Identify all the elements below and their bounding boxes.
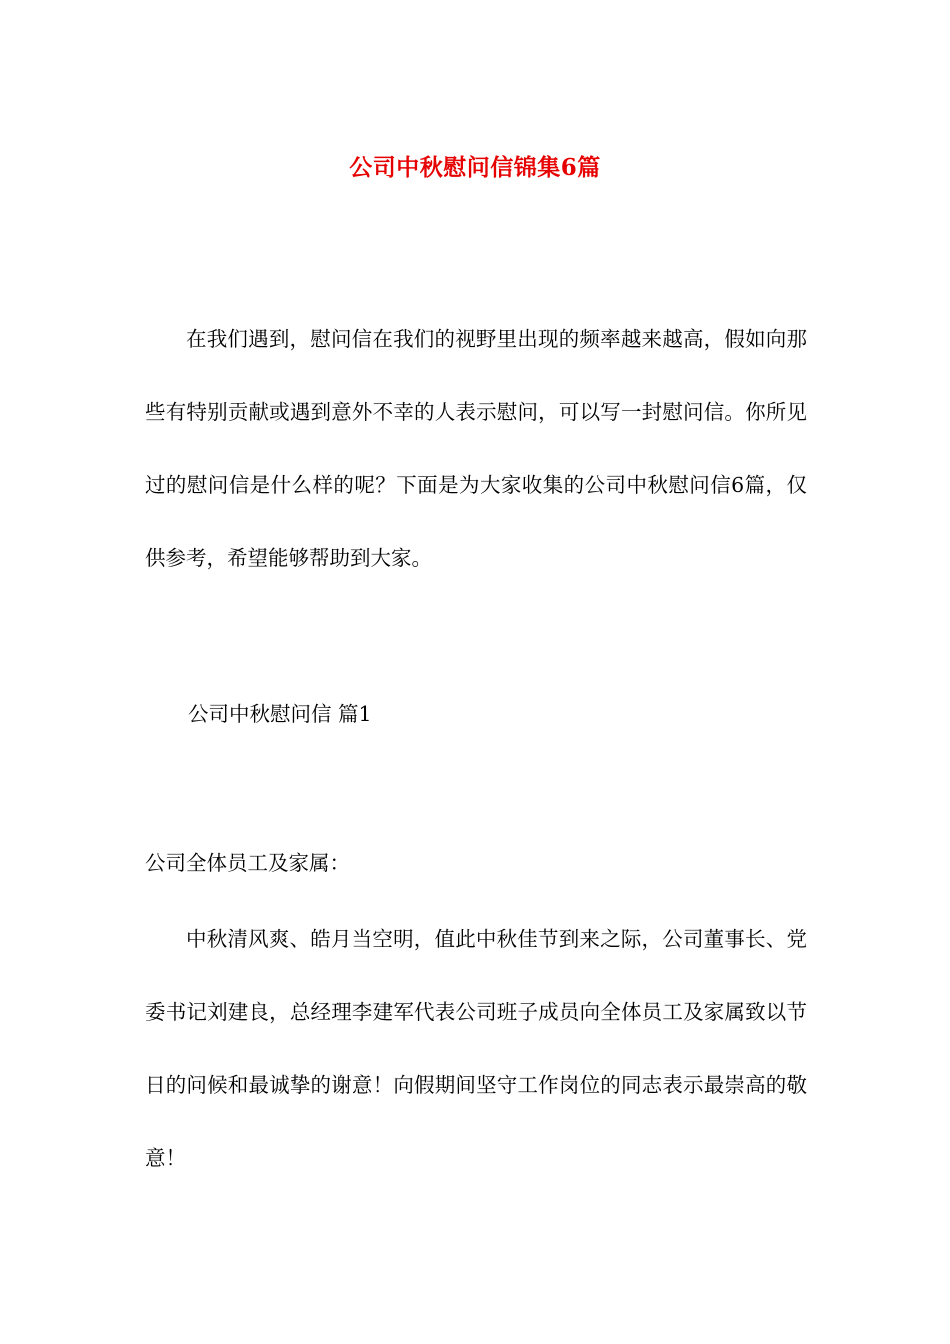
body-paragraph: 中秋清风爽、皓月当空明，值此中秋佳节到来之际，公司董事长、党委书记刘建良，总经理李建军代表公司班子成员向全体员工及家属致以节日的问候和最诚挚的谢意！向假期间坚守工作岗位的同志表示最崇高的敬意！ [145, 927, 807, 1170]
salutation: 公司全体员工及家属： [145, 851, 350, 875]
section-heading: 公司中秋慰问信 篇1 [188, 702, 372, 726]
intro-paragraph: 在我们遇到，慰问信在我们的视野里出现的频率越来越高，假如向那些有特别贡献或遇到意外不幸的人表示慰问，可以写一封慰问信。你所见过的慰问信是什么样的呢？下面是为大家收集的公司中秋慰问信6篇，仅供参考，希望能够帮助到大家。 [145, 327, 807, 570]
document-title: 公司中秋慰问信锦集6篇 [349, 154, 601, 182]
